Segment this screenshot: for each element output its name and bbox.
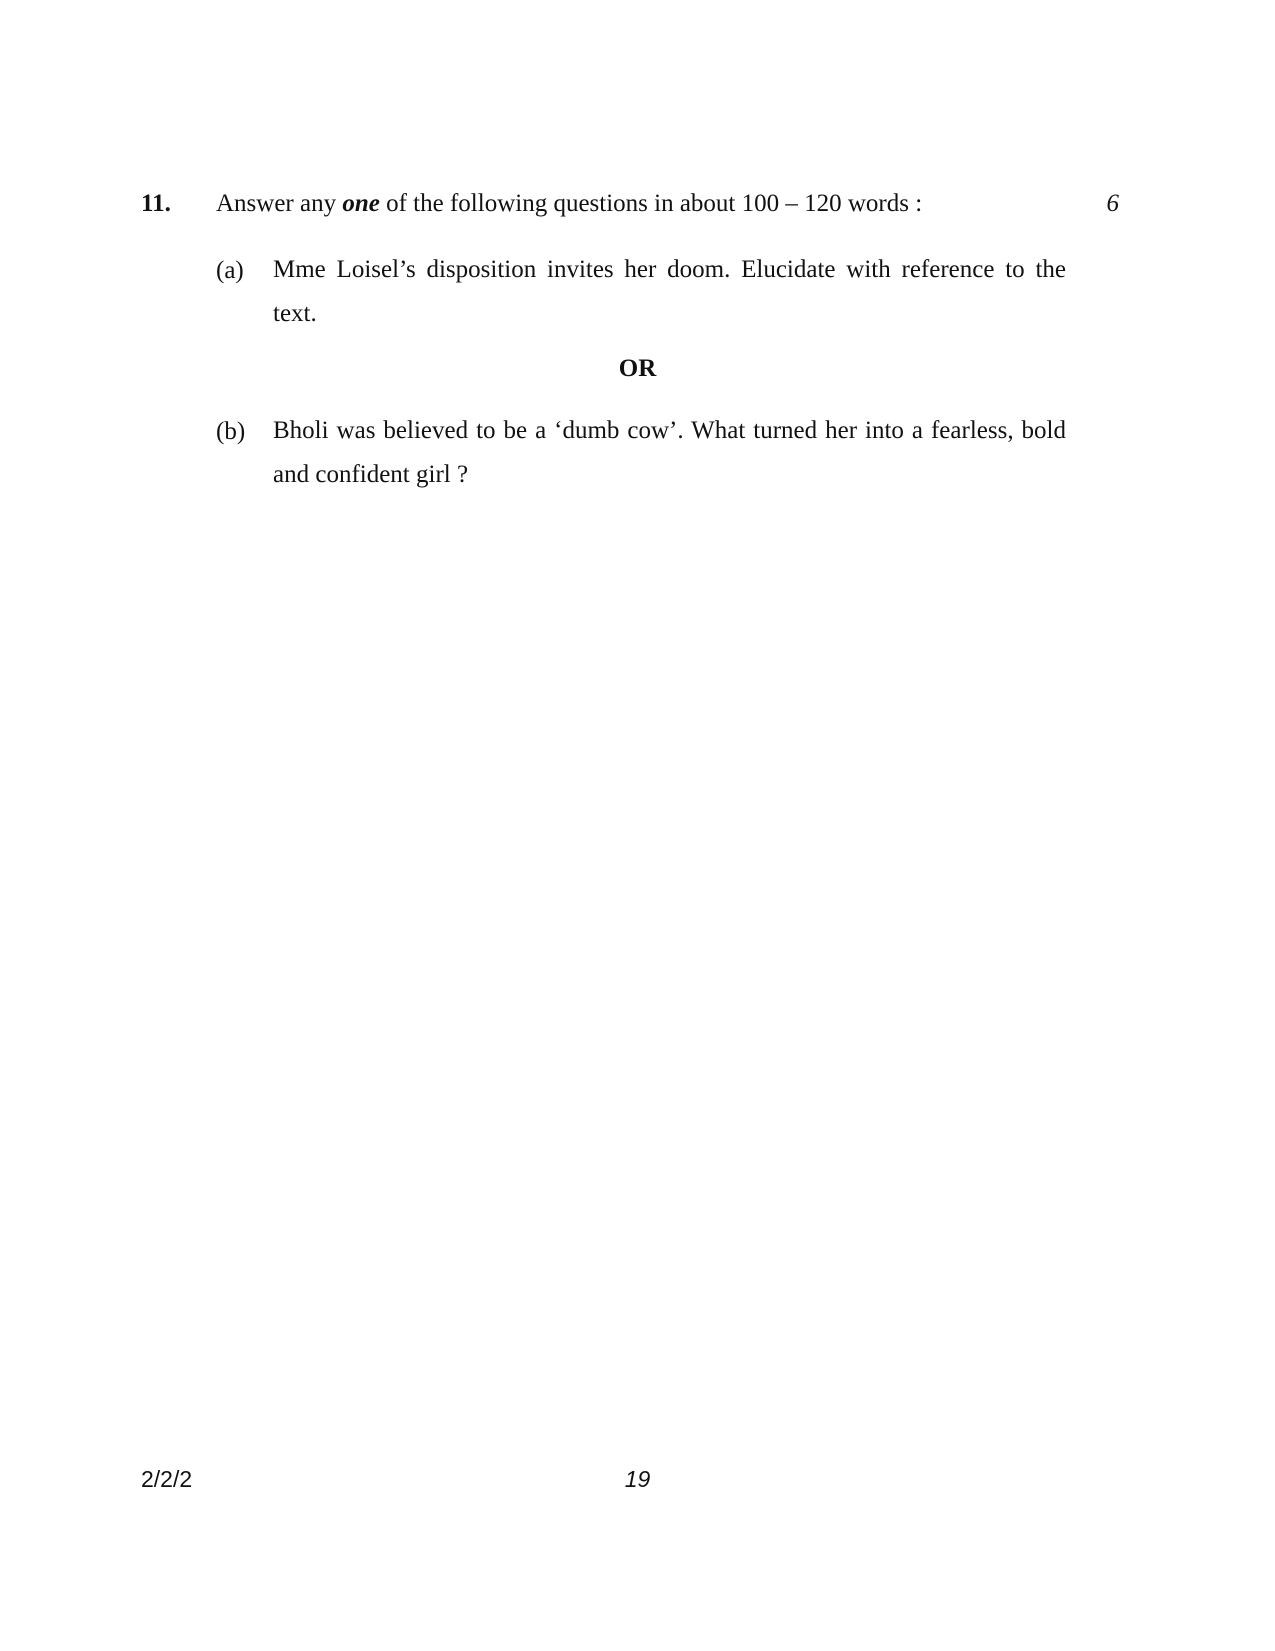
option-b — [216, 418, 1066, 497]
page-number: 19 — [624, 1466, 651, 1492]
option-a-text: Mme Loisel’s disposition invites her doom. Elucidate with reference to the text. — [273, 256, 1066, 327]
question-number: 11. — [141, 190, 171, 217]
instruction-text-end: of the following questions in about 100 – 120 words : — [379, 190, 923, 217]
option-a-label: (a) — [216, 257, 244, 284]
instruction-text-start: Answer any — [216, 190, 343, 217]
option-a — [216, 257, 1066, 336]
option-b-label: (b) — [216, 418, 246, 445]
instruction-emphasis: one — [342, 190, 380, 217]
question-instruction — [216, 190, 922, 218]
or-separator: OR — [618, 355, 657, 382]
question-marks: 6 — [1106, 190, 1119, 217]
paper-code: 2/2/2 — [141, 1466, 193, 1492]
option-b-text: Bholi was believed to be a ‘dumb cow’. What turned her into a fearless, bold and confident girl ? — [273, 417, 1066, 488]
